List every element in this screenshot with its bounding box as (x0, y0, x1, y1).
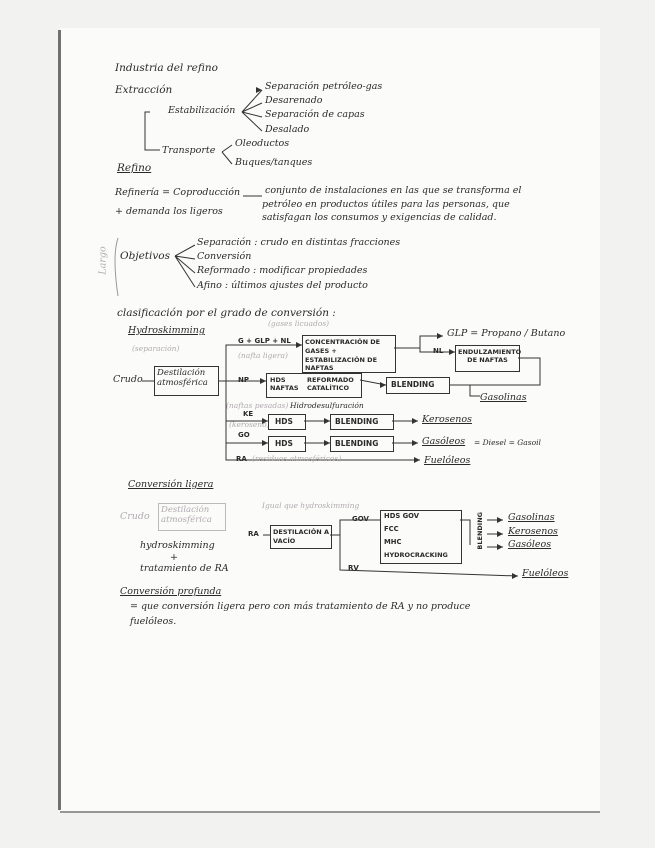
nafta-note: (nafta ligera) (238, 351, 288, 360)
unit-2: FCC (384, 525, 399, 533)
hs-line-3: tratamiento de RA (140, 563, 229, 574)
blending-text-2: BLENDING (335, 417, 379, 426)
destilacion-grey-text: Destilación atmosférica (161, 505, 212, 525)
reformado-text: REFORMADO CATALÍTICO (307, 376, 354, 393)
output-gasoleos: Gasóleos (508, 539, 552, 550)
est-item-1: Separación petróleo-gas (265, 81, 383, 92)
demand-note: + demanda los ligeros (115, 206, 223, 217)
ra-label: RA (236, 455, 247, 463)
profunda-line-2: fuelóleos. (130, 616, 177, 627)
blending-box-3 (330, 436, 394, 452)
blending-box-1 (386, 377, 450, 394)
gov-label: GOV (352, 515, 369, 523)
destilacion-box (154, 366, 219, 396)
crudo-label: Crudo (113, 374, 143, 385)
def-line-2: petróleo en productos útiles para las personas, que (262, 199, 510, 210)
hds-box-1 (268, 414, 306, 430)
ra-ligera: RA (248, 530, 259, 538)
estabilizacion-label: Estabilización (168, 105, 236, 116)
obj-item-1: Separación : crudo en distintas fracciones (197, 237, 401, 248)
ke-label: KE (243, 410, 254, 418)
gas-note: (gases licuados) (268, 319, 330, 328)
output-kerosenos: Kerosenos (508, 526, 558, 537)
hs-line-1: hydroskimming (140, 540, 215, 551)
igual-que: Igual que hydroskimming (262, 501, 360, 510)
hydro-note: (separación) (132, 344, 180, 353)
unit-3: MHC (384, 538, 402, 546)
conc-box (302, 335, 396, 373)
hds-text-2: HDS (275, 439, 293, 448)
crudo-ligera: Crudo (120, 511, 150, 522)
fueloleos-1: Fuelóleos (424, 455, 471, 466)
endulz-text: ENDULZAMIENTO DE NAFTAS (458, 348, 522, 365)
output-gasolinas: Gasolinas (508, 512, 555, 523)
page-title: Industria del refino (115, 62, 218, 74)
hds-text-1: HDS (275, 417, 293, 426)
est-item-3: Separación de capas (265, 109, 365, 120)
ra-note: (residuos atmosféricos) (252, 454, 342, 463)
rv-label: RV (348, 564, 359, 572)
transporte-label: Transporte (162, 145, 216, 156)
obj-item-2: Conversión (197, 251, 252, 262)
conversion-ligera-title: Conversión ligera (128, 479, 214, 490)
trans-item-2: Buques/tanques (235, 157, 313, 168)
vacio-box (270, 525, 332, 549)
trans-item-1: Oleoductos (235, 138, 290, 149)
hydroskimming-label: Hydroskimming (128, 325, 205, 336)
destilacion-text: Destilación atmosférica (157, 368, 208, 388)
refineria-def: Refinería = Coproducción (115, 187, 241, 198)
hds-naftas-text: HDS NAFTAS (270, 376, 299, 393)
np-label: NP (238, 376, 249, 384)
profunda-line-1: = que conversión ligera pero con más tratamiento de RA y no produce (130, 601, 471, 612)
refino-heading: Refino (117, 162, 152, 174)
kerosenos-1: Kerosenos (422, 414, 472, 425)
gasoleos-eq: = Diesel = Gasoil (474, 438, 541, 447)
unit-4: HYDROCRACKING (384, 551, 448, 559)
gasolinas-1: Gasolinas (480, 392, 527, 403)
fueloleos-ligera: Fuelóleos (522, 568, 569, 579)
hds-box-2 (268, 436, 306, 452)
est-item-4: Desalado (265, 124, 310, 135)
hs-line-2: + (170, 552, 178, 563)
blending-text-1: BLENDING (391, 380, 435, 389)
side-note: Largo (97, 246, 109, 275)
go-label: GO (238, 431, 250, 439)
conversion-profunda-title: Conversión profunda (120, 586, 222, 597)
blending-vertical: BLENDING (476, 512, 484, 550)
destilacion-grey-box (158, 503, 226, 531)
def-line-3: satisfagan los consumos y exigencias de calidad. (262, 212, 497, 223)
nl-label: NL (433, 347, 444, 355)
gasoleos-1: Gasóleos (422, 436, 466, 447)
extraccion-label: Extracción (115, 84, 173, 96)
obj-item-3: Reformado : modificar propiedades (197, 265, 368, 276)
units-box (380, 510, 462, 564)
conc-text: CONCENTRACIÓN DE GASES + ESTABILIZACIÓN DE NAFTAS (305, 338, 381, 373)
glp-output: GLP = Propano / Butano (447, 328, 566, 339)
hidrodesulf-note: Hidrodesulfuración (290, 401, 364, 410)
def-line-1: conjunto de instalaciones en las que se transforma el (265, 185, 522, 196)
ke-note: (keroseno) (229, 420, 270, 429)
vacio-text: DESTILACIÓN A VACÍO (273, 528, 329, 545)
hds-reformado-box (266, 373, 362, 398)
blending-box-2 (330, 414, 394, 430)
est-item-2: Desarenado (265, 95, 323, 106)
g-glp-nl: G + GLP + NL (238, 337, 291, 345)
blending-text-3: BLENDING (335, 439, 379, 448)
unit-1: HDS GOV (384, 512, 420, 520)
endulz-box (455, 345, 520, 372)
clasificacion-title: clasificación por el grado de conversión : (117, 307, 336, 319)
objetivos-label: Objetivos (120, 250, 171, 262)
obj-item-4: Afino : últimos ajustes del producto (197, 280, 368, 291)
top-note: (naftas pesadas) (226, 401, 289, 410)
